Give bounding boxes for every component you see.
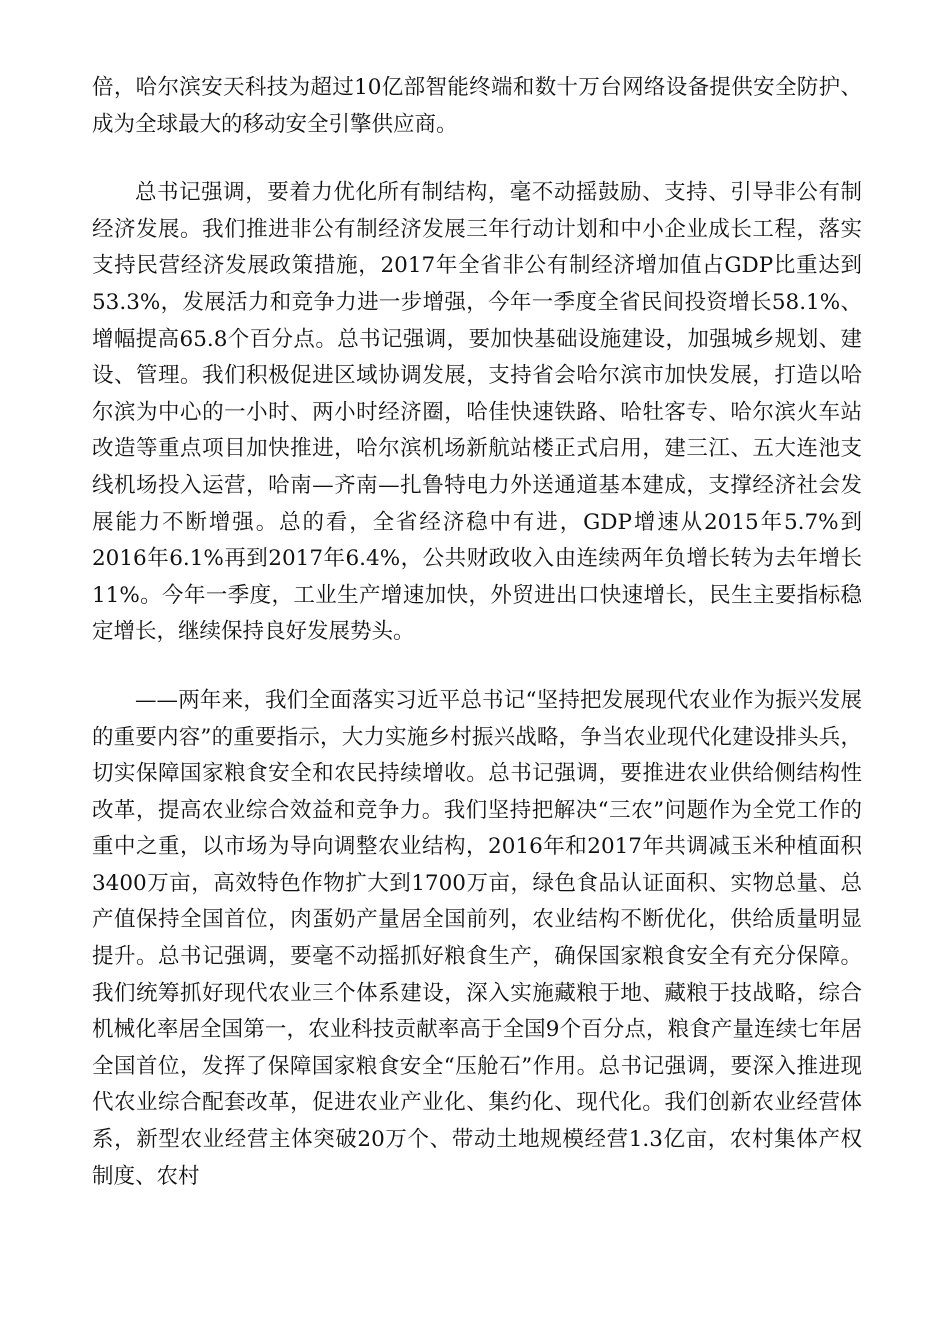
paragraph-3: ——两年来，我们全面落实习近平总书记“坚持把发展现代农业作为振兴发展的重要内容”的重要指示，大力实施乡村振兴战略，争当农业现代化建设排头兵，切实保障国家粮食安全和农民持续增收。总书记强调，要推进农业供给侧结构性改革，提高农业综合效益和竞争力。我们坚持把解决“三农”问题作为全党工作的重中之重，以市场为导向调整农业结构，2016年和2017年共调减玉米种植面积3400万亩，高效特色作物扩大到1700万亩，绿色食品认证面积、实物总量、总产值保持全国首位，肉蛋奶产量居全国前列，农业结构不断优化，供给质量明显提升。总书记强调，要毫不动摇抓好粮食生产，确保国家粮食安全有充分保障。我们统筹抓好现代农业三个体系建设，深入实施藏粮于地、藏粮于技战略，综合机械化率居全国第一，农业科技贡献率高于全国9个百分点，粮食产量连续七年居全国首位，发挥了保障国家粮食安全“压舱石”作用。总书记强调，要深入推进现代农业综合配套改革，促进农业产业化、集约化、现代化。我们创新农业经营体系，新型农业经营主体突破20万个、带动土地规模经营1.3亿亩，农村集体产权制度、农村	[92, 687, 862, 1189]
document-page	[92, 70, 862, 1195]
paragraph-1: 倍，哈尔滨安天科技为超过10亿部智能终端和数十万台网络设备提供安全防护、成为全球最大的移动安全引擎供应商。	[92, 75, 862, 137]
paragraph-2: 总书记强调，要着力优化所有制结构，毫不动摇鼓励、支持、引导非公有制经济发展。我们推进非公有制经济发展三年行动计划和中小企业成长工程，落实支持民营经济发展政策措施，2017年全省非公有制经济增加值占GDP比重达到53.3%，发展活力和竞争力进一步增强，今年一季度全省民间投资增长58.1%、增幅提高65.8个百分点。总书记强调，要加快基础设施建设，加强城乡规划、建设、管理。我们积极促进区域协调发展，支持省会哈尔滨市加快发展，打造以哈尔滨为中心的一小时、两小时经济圈，哈佳快速铁路、哈牡客专、哈尔滨火车站改造等重点项目加快推进，哈尔滨机场新航站楼正式启用，建三江、五大连池支线机场投入运营，哈南—齐南—扎鲁特电力外送通道基本建成，支撑经济社会发展能力不断增强。总的看，全省经济稳中有进，GDP增速从2015年5.7%到2016年6.1%再到2017年6.4%，公共财政收入由连续两年负增长转为去年增长11%。今年一季度，工业生产增速加快，外贸进出口快速增长，民生主要指标稳定增长，继续保持良好发展势头。	[92, 180, 862, 645]
